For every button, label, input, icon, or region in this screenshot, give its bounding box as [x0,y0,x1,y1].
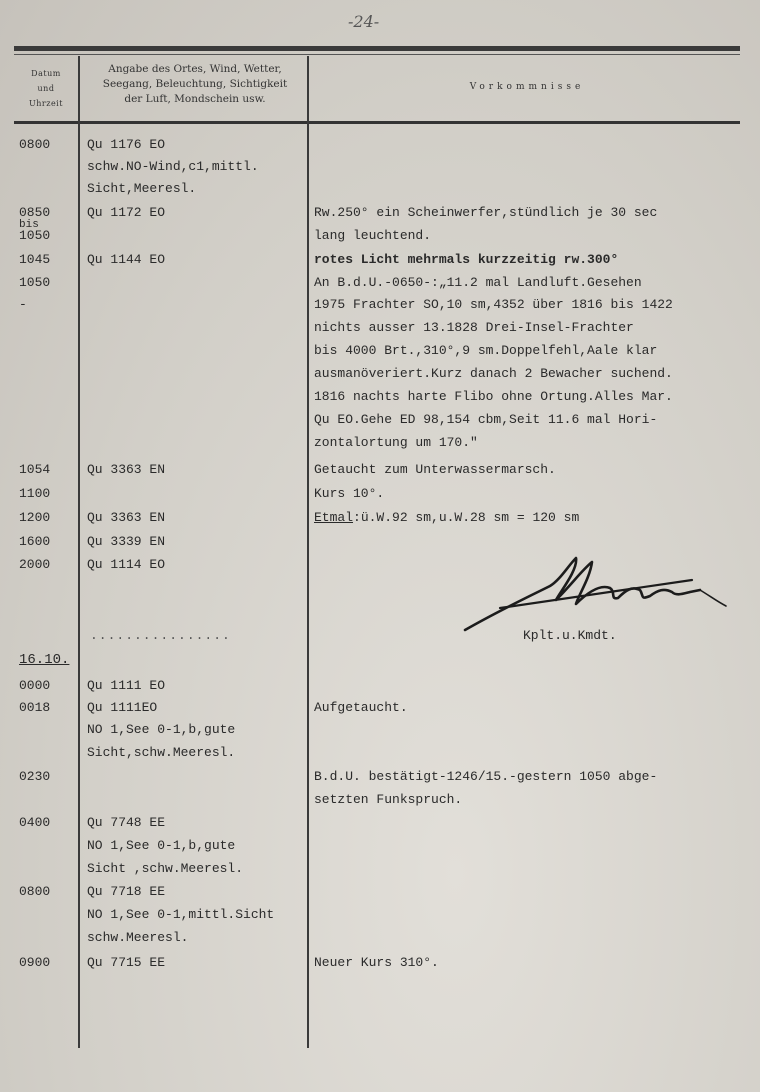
row-position: Qu 3363 EN [87,510,166,525]
row-position: Qu 1111 EO [87,678,166,693]
row-event: Rw.250° ein Scheinwerfer,stündlich je 30 sec [314,205,658,220]
row-time: 0000 [19,678,51,693]
row-event: 1975 Frachter SO,10 sm,4352 über 1816 bis 1422 [314,297,673,312]
row-time: 1100 [19,486,51,501]
row-event: An B.d.U.-0650-:„11.2 mal Landluft.Gesehen [314,275,642,290]
row-position: Qu 7718 EE [87,884,166,899]
row-time: 0230 [19,769,51,784]
row-time: - [19,297,27,312]
column-divider-2 [307,56,309,1048]
header-date-line3: Uhrzeit [29,99,63,108]
top-rule-thin [14,54,740,55]
header-date-time [16,66,76,111]
row-position: Qu 1172 EO [87,205,166,220]
header-date-line2: und [37,84,55,93]
top-rule [14,46,740,51]
row-time: 1600 [19,534,51,549]
row-time: 0900 [19,955,51,970]
row-time: 1054 [19,462,51,477]
row-time: 0850 [19,205,51,220]
row-position: Qu 1111EO [87,700,158,715]
row-event-etmal [314,510,579,526]
row-time: 0400 [19,815,51,830]
header-events: Vorkommnisse [469,82,585,92]
row-event: 1816 nachts harte Flibo ohne Ortung.Alles Mar. [314,389,673,404]
row-event: Kurs 10°. [314,486,385,501]
row-event: setzten Funkspruch. [314,792,463,807]
row-event: zontalortung um 170." [314,435,478,450]
etmal-label: Etmal [314,510,354,525]
row-position: Qu 1114 EO [87,557,166,572]
row-time: 1200 [19,510,51,525]
row-event: B.d.U. bestätigt-1246/15.-gestern 1050 abge- [314,769,658,784]
row-time: bis [19,219,39,231]
header-rule [14,121,740,124]
row-time: 0018 [19,700,51,715]
dotted-separator: ................ [90,628,231,643]
row-event: Neuer Kurs 310°. [314,955,439,970]
row-time: 1050 [19,275,51,290]
row-position: Qu 7748 EE [87,815,166,830]
row-event: nichts ausser 13.1828 Drei-Insel-Frachter [314,320,634,335]
row-event: Qu EO.Gehe ED 98,154 cbm,Seit 11.6 mal Hori- [314,412,658,427]
row-event: ausmanöveriert.Kurz danach 2 Bewacher suchend. [314,366,673,381]
row-position: Qu 1176 EO [87,137,166,152]
header-location-weather [82,62,308,107]
etmal-value: :ü.W.92 sm,u.W.28 sm = 120 sm [353,510,580,525]
row-time: 2000 [19,557,51,572]
row-position: Qu 3339 EN [87,534,166,549]
header-location-line2: Seegang, Beleuchtung, Sichtigkeit [102,78,288,90]
row-position: Sicht,Meeresl. [87,181,197,196]
row-time: 0800 [19,884,51,899]
row-position: NO 1,See 0-1,b,gute [87,838,236,853]
header-location-line3: der Luft, Mondschein usw. [124,93,266,105]
date-label: 16.10. [19,652,70,668]
row-position: Qu 3363 EN [87,462,166,477]
row-position: NO 1,See 0-1,mittl.Sicht [87,907,275,922]
header-location-line1: Angabe des Ortes, Wind, Wetter, [108,63,282,75]
row-event: Aufgetaucht. [314,700,408,715]
row-event: rotes Licht mehrmals kurzzeitig rw.300° [314,252,619,267]
header-date-line1: Datum [31,69,61,78]
row-position: NO 1,See 0-1,b,gute [87,722,236,737]
row-event: bis 4000 Brt.,310°,9 sm.Doppelfehl,Aale klar [314,343,658,358]
signature-scribble [460,548,740,638]
row-event: lang leuchtend. [314,228,432,243]
row-position: Qu 7715 EE [87,955,166,970]
column-divider-1 [78,56,80,1048]
row-time: 1050 [19,228,51,243]
row-time: 1045 [19,252,51,267]
row-position: Sicht ,schw.Meeresl. [87,861,244,876]
row-position: schw.NO-Wind,c1,mittl. [87,159,259,174]
row-time: 0800 [19,137,51,152]
signature-caption: Kplt.u.Kmdt. [523,628,617,643]
row-event: Getaucht zum Unterwassermarsch. [314,462,556,477]
row-position: Qu 1144 EO [87,252,166,267]
row-position: Sicht,schw.Meeresl. [87,745,236,760]
page-number: -24- [348,12,380,31]
row-position: schw.Meeresl. [87,930,189,945]
